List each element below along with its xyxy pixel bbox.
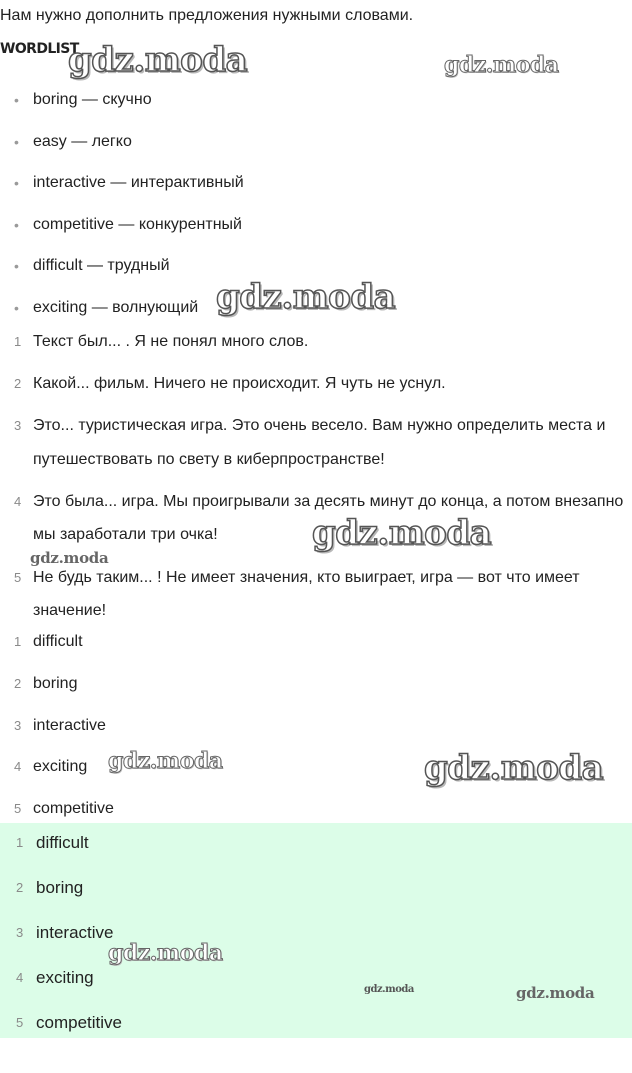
final-answer-item — [0, 871, 632, 916]
final-answer-number: 4 — [16, 970, 24, 985]
wordlist-item — [0, 88, 632, 130]
answer-text: interactive — [33, 716, 106, 734]
answer-number: 5 — [14, 801, 22, 817]
sentence-number: 5 — [14, 569, 22, 585]
answer-number: 2 — [14, 675, 22, 691]
wordlist-item-text: difficult — трудный — [33, 257, 170, 275]
watermark: gdz.moda — [68, 40, 248, 80]
bullet-icon: • — [14, 175, 19, 192]
final-answer-number: 2 — [16, 880, 24, 895]
watermark: gdz.moda — [312, 513, 492, 553]
final-answer-number: 5 — [16, 1015, 24, 1030]
sentence-text: Текст был... . Я не понял много слов. — [33, 333, 309, 350]
final-answer-list — [0, 826, 632, 1051]
intro-text: Нам нужно дополнить предложения нужными словами. — [0, 7, 414, 24]
bullet-icon: • — [14, 299, 19, 316]
watermark: gdz.moda — [30, 549, 109, 567]
sentence-item — [0, 409, 632, 476]
bullet-icon: • — [14, 216, 19, 233]
wordlist-item — [0, 171, 632, 213]
wordlist-item-text: interactive — интерактивный — [33, 174, 244, 192]
watermark: gdz.moda — [216, 277, 396, 317]
sentence-item — [0, 367, 632, 401]
watermark: gdz.moda — [444, 52, 559, 78]
sentence-text: Это была... игра. Мы проигрывали за десять минут до конца, а потом внезапно мы заработали три очка! — [33, 492, 624, 544]
final-answer-item — [0, 1006, 632, 1051]
sentence-item — [0, 325, 632, 359]
answer-number: 4 — [14, 759, 22, 775]
sentence-text: Это... туристическая игра. Это очень весело. Вам нужно определить места и путешествовать по свету в киберпространстве! — [33, 417, 606, 468]
final-answer-item — [0, 826, 632, 871]
bullet-icon: • — [14, 92, 19, 108]
final-answer-number: 1 — [16, 835, 24, 850]
final-answer-text: interactive — [36, 923, 114, 942]
wordlist-heading: WORDLIST — [0, 41, 79, 57]
sentence-list — [0, 325, 632, 636]
bullet-icon: • — [14, 258, 19, 275]
final-answer-text: difficult — [36, 833, 89, 852]
final-answer-number: 3 — [16, 925, 24, 940]
answer-text: competitive — [33, 800, 114, 818]
answer-item — [0, 625, 632, 667]
wordlist-item-text: easy — легко — [33, 132, 132, 150]
sentence-text: Какой... фильм. Ничего не происходит. Я чуть не уснул. — [33, 375, 446, 393]
wordlist-item-text: boring — скучно — [33, 91, 152, 108]
answer-text: difficult — [33, 633, 83, 650]
sentence-item — [0, 561, 632, 628]
answer-list — [0, 625, 632, 834]
wordlist-item — [0, 213, 632, 255]
final-answer-text: exciting — [36, 968, 94, 987]
answer-number: 3 — [14, 717, 22, 733]
sentence-text: Не будь таким... ! Не имеет значения, кто выиграет, игра — вот что имеет значение! — [33, 568, 580, 620]
bullet-icon: • — [14, 133, 19, 150]
answer-text: boring — [33, 674, 78, 692]
final-answer-text: competitive — [36, 1013, 122, 1032]
answer-item — [0, 667, 632, 709]
sentence-number: 1 — [14, 334, 22, 349]
watermark: gdz.moda — [424, 748, 604, 788]
sentence-number: 2 — [14, 376, 22, 392]
wordlist-item-text: competitive — конкурентный — [33, 215, 242, 233]
answer-text: exciting — [33, 758, 88, 776]
watermark: gdz.moda — [364, 984, 414, 995]
watermark: gdz.moda — [108, 748, 223, 774]
final-answer-text: boring — [36, 878, 84, 897]
sentence-number: 4 — [14, 493, 22, 509]
watermark: gdz.moda — [108, 940, 223, 966]
wordlist-item-text: exciting — волнующий — [33, 298, 199, 316]
final-answer-item — [0, 916, 632, 961]
answer-item — [0, 709, 632, 751]
answer-number: 1 — [14, 634, 22, 649]
sentence-number: 3 — [14, 418, 22, 434]
wordlist-item — [0, 130, 632, 172]
watermark: gdz.moda — [516, 984, 595, 1002]
